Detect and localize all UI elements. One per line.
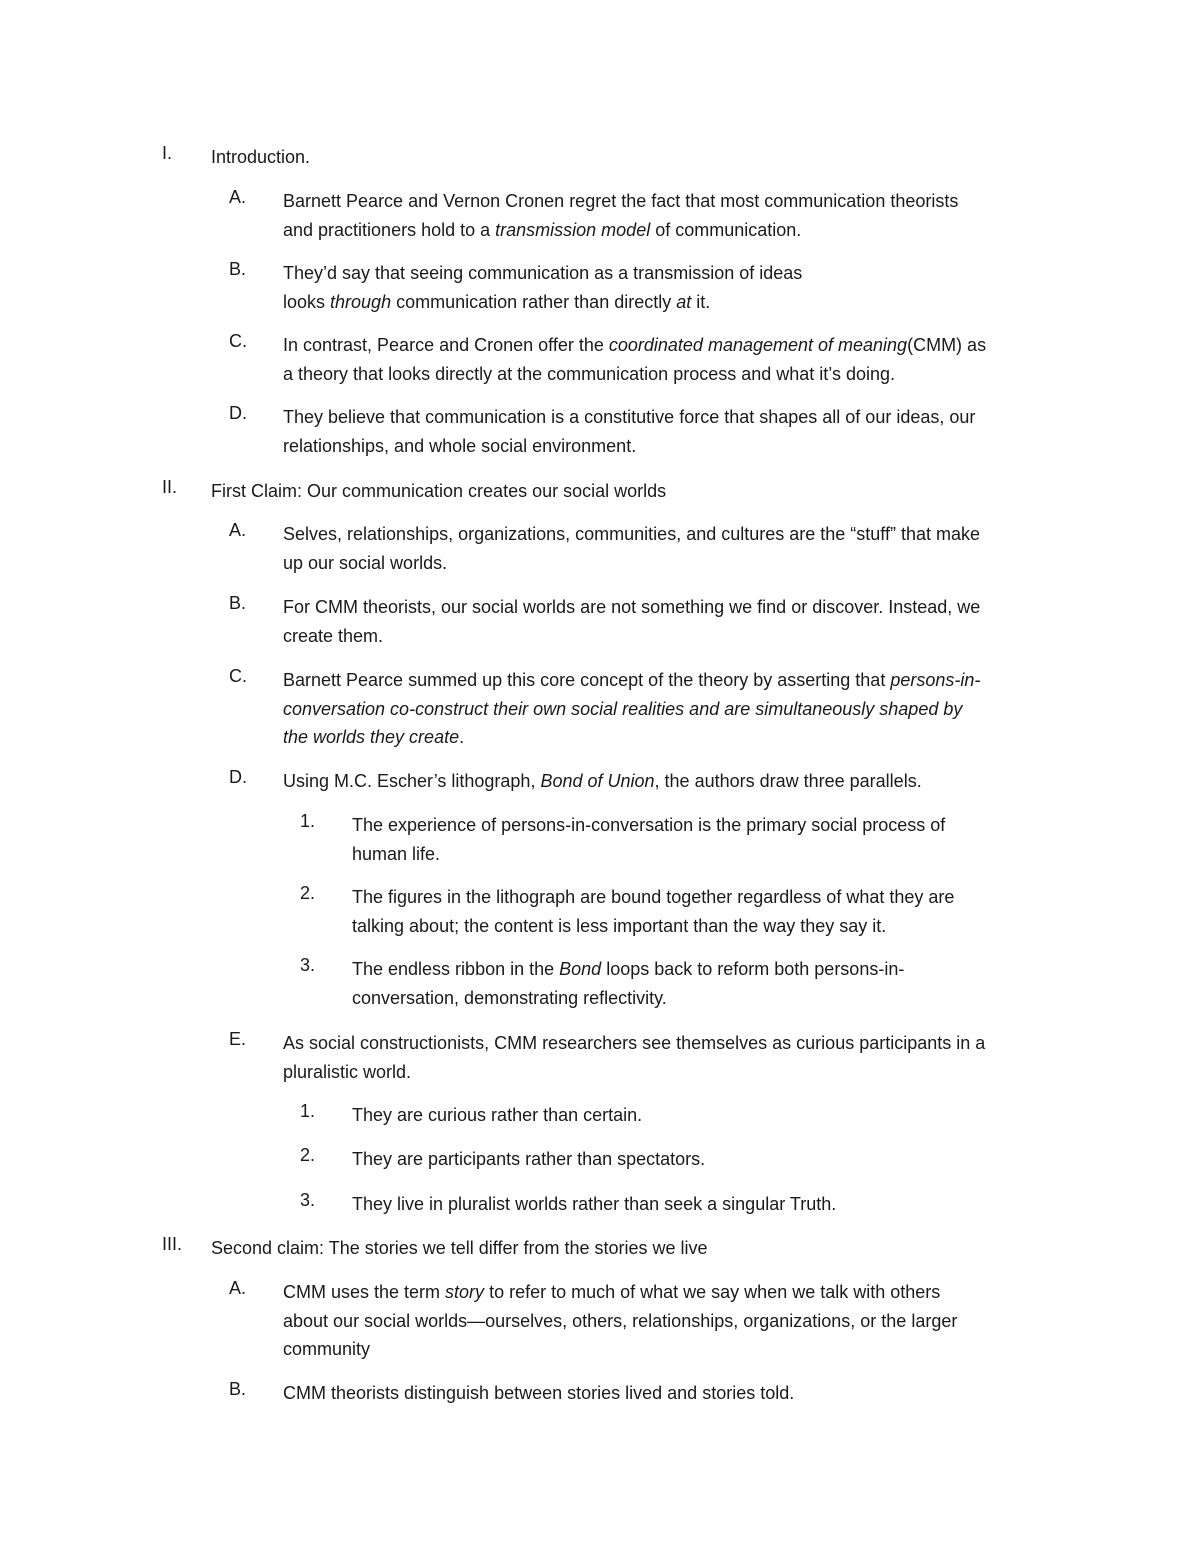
outline-marker: A. — [229, 1278, 247, 1298]
outline-text: For CMM theorists, our social worlds are not something we find or discover. Instead, we create them. — [283, 597, 981, 646]
outline-text: They’d say that seeing communication as a transmission of ideas looks through communication rather than directly at it. — [283, 263, 803, 312]
outline-text: As social constructionists, CMM researchers see themselves as curious participants in a pluralistic world. — [283, 1033, 986, 1082]
outline-text: Selves, relationships, organizations, communities, and cultures are the “stuff” that make up our social worlds. — [283, 524, 981, 573]
outline-marker: B. — [229, 259, 247, 279]
outline-marker: D. — [229, 767, 247, 787]
outline-text: Introduction. — [211, 147, 311, 167]
outline-marker: 1. — [300, 811, 316, 831]
outline-text: CMM uses the term story to refer to much of what we say when we talk with others about our social worlds—ourselves, others, relationships, organizations, or the larger community — [283, 1282, 958, 1359]
outline-text: The figures in the lithograph are bound together regardless of what they are talking about; the content is less important than the way they say it. — [352, 887, 955, 936]
outline-marker: I. — [162, 143, 173, 163]
outline-text: In contrast, Pearce and Cronen offer the coordinated management of meaning(CMM) as a theory that looks directly at the communication process and what it’s doing. — [283, 335, 987, 384]
outline-marker: III. — [162, 1234, 183, 1254]
outline-text: Using M.C. Escher’s lithograph, Bond of Union, the authors draw three parallels. — [283, 771, 922, 791]
outline-text: Barnett Pearce and Vernon Cronen regret the fact that most communication theorists and practitioners hold to a transmission model of communication. — [283, 191, 959, 240]
outline-marker: A. — [229, 520, 247, 540]
outline-marker: D. — [229, 403, 247, 423]
outline-text: They live in pluralist worlds rather than seek a singular Truth. — [352, 1194, 837, 1214]
outline-text: CMM theorists distinguish between stories lived and stories told. — [283, 1383, 795, 1403]
outline-text: They are curious rather than certain. — [352, 1105, 643, 1125]
outline-marker: C. — [229, 666, 247, 686]
outline-marker: 2. — [300, 1145, 316, 1165]
outline-text: The experience of persons-in-conversation is the primary social process of human life. — [352, 815, 946, 864]
outline-marker: 2. — [300, 883, 316, 903]
outline-text: They believe that communication is a constitutive force that shapes all of our ideas, our relationships, and whole social environment. — [283, 407, 976, 456]
outline-marker: C. — [229, 331, 247, 351]
outline-marker: E. — [229, 1029, 247, 1049]
outline-text: The endless ribbon in the Bond loops back to reform both persons-in- conversation, demonstrating reflectivity. — [352, 959, 905, 1008]
outline-marker: B. — [229, 1379, 247, 1399]
outline-marker: A. — [229, 187, 247, 207]
outline-marker: 3. — [300, 955, 316, 975]
outline-marker: II. — [162, 477, 178, 497]
outline-text: Second claim: The stories we tell differ from the stories we live — [211, 1238, 708, 1258]
outline-text: They are participants rather than spectators. — [352, 1149, 706, 1169]
outline-marker: 3. — [300, 1190, 316, 1210]
outline-marker: 1. — [300, 1101, 316, 1121]
outline-text: Barnett Pearce summed up this core concept of the theory by asserting that persons-in- conversation co-construct their own social realities and are simultaneously shaped by the worlds they create. — [283, 670, 981, 747]
outline-marker: B. — [229, 593, 247, 613]
outline-text: First Claim: Our communication creates our social worlds — [211, 481, 667, 501]
